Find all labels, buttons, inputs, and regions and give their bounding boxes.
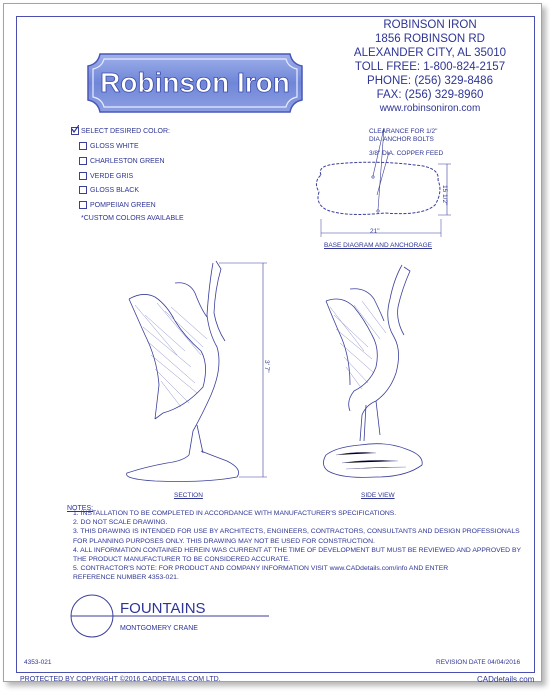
note-line: 3. THIS DRAWING IS INTENDED FOR USE BY ARCHITECTS, ENGINEERS, CONTRACTORS, CONSULTANTS AND DESIGN PROFESSIONALS (73, 528, 520, 536)
company-phone: PHONE: (256) 329-8486 (367, 75, 493, 87)
base-diagram-label: BASE DIAGRAM AND ANCHORAGE (324, 242, 432, 249)
revision-date: REVISION DATE 04/04/2016 (436, 659, 521, 666)
note-line: THE PRODUCT MANUFACTURER TO BE CONSIDERED ACCURATE. (73, 556, 291, 564)
reference-number: 4353-021 (24, 659, 52, 666)
title-fountains: FOUNTAINS (120, 600, 206, 617)
color-checkbox-gloss-black[interactable] (79, 186, 87, 194)
base-depth-dimension: 15 1/2" (441, 185, 448, 206)
color-option-gloss-black: GLOSS BLACK (90, 187, 140, 194)
logo-text: Robinson Iron (100, 67, 290, 98)
note-line: REFERENCE NUMBER 4353-021. (73, 574, 179, 582)
company-fax: FAX: (256) 329-8960 (376, 89, 484, 101)
base-width-dimension: 21" (370, 228, 380, 235)
copyright: PROTECTED BY COPYRIGHT ©2016 CADDETAILS.COM LTD. (20, 676, 221, 683)
color-option-charleston-green: CHARLESTON GREEN (90, 158, 165, 165)
note-line: 4. ALL INFORMATION CONTAINED HEREIN WAS CURRENT AT THE TIME OF DEVELOPMENT BUT MUST BE REVIEWED AND APPROVED BY (73, 546, 522, 554)
color-option-gloss-white: GLOSS WHITE (90, 143, 139, 150)
company-city: ALEXANDER CITY, AL 35010 (353, 47, 507, 59)
section-view-drawing (115, 255, 275, 487)
height-dimension: 3' 7" (263, 360, 270, 373)
side-view-drawing (306, 255, 446, 487)
title-subtitle: MONTGOMERY CRANE (120, 625, 198, 632)
color-checkbox-pompeiian-green[interactable] (79, 201, 87, 209)
company-address: 1856 ROBINSON RD (375, 33, 485, 45)
color-checkbox-gloss-white[interactable] (79, 142, 87, 150)
color-checkbox-verde-gris[interactable] (79, 172, 87, 180)
color-checkbox-charleston-green[interactable] (79, 157, 87, 165)
copper-feed-callout: 3/8" DIA. COPPER FEED (369, 150, 444, 157)
note-line: FOR PLANNING PURPOSES ONLY. THIS DRAWING MAY NOT BE USED FOR CONSTRUCTION. (73, 537, 375, 545)
section-label: SECTION (174, 492, 203, 499)
color-option-verde-gris: VERDE GRIS (90, 173, 134, 180)
robinson-iron-logo (86, 52, 304, 114)
check-icon (71, 125, 79, 133)
company-info (340, 18, 520, 116)
custom-colors-note: *CUSTOM COLORS AVAILABLE (81, 215, 184, 222)
company-name: ROBINSON IRON (383, 19, 477, 31)
note-line: 1. INSTALLATION TO BE COMPLETED IN ACCORDANCE WITH MANUFACTURER'S SPECIFICATIONS. (73, 510, 397, 517)
note-line: 2. DO NOT SCALE DRAWING. (73, 519, 168, 527)
notes-title: NOTES: (67, 505, 94, 512)
caddetails-brand[interactable]: CADdetails.com (477, 675, 535, 684)
company-tollfree: TOLL FREE: 1-800-824-2157 (354, 61, 506, 73)
color-title: SELECT DESIRED COLOR: (81, 128, 170, 135)
bolt-callout-1: CLEARANCE FOR 1/2" (369, 128, 438, 135)
bolt-callout-2: DIA. ANCHOR BOLTS (369, 136, 434, 143)
select-color-checkbox[interactable] (71, 127, 79, 135)
notes-list (73, 509, 521, 583)
color-option-pompeiian-green: POMPEIIAN GREEN (90, 202, 156, 209)
note-line: 5. CONTRACTOR'S NOTE: FOR PRODUCT AND COMPANY INFORMATION VISIT www.CADdetails.com/info AND ENTER (73, 565, 449, 573)
company-web: www.robinsoniron.com (379, 103, 481, 114)
side-view-label: SIDE VIEW (361, 492, 395, 499)
